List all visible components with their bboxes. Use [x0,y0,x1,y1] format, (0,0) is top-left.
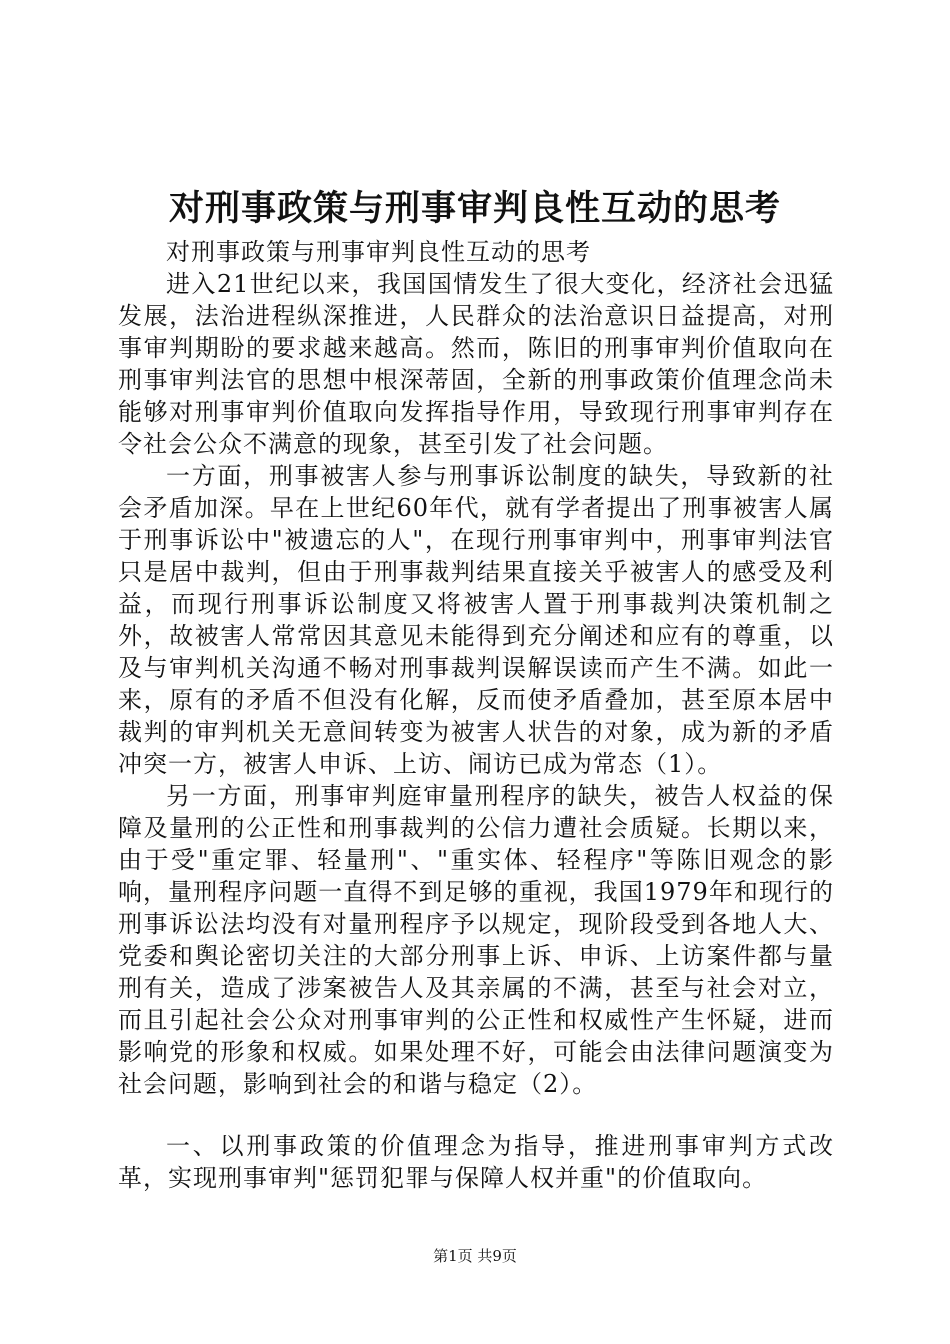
document-body [118,236,834,1194]
paragraph-3: 另一方面，刑事审判庭审量刑程序的缺失，被告人权益的保障及量刑的公正性和刑事裁判的公信力遭社会质疑。长期以来，由于受"重定罪、轻量刑"、"重实体、轻程序"等陈旧观念的影响，量刑程序问题一直得不到足够的重视，我国1979年和现行的刑事诉讼法均没有对量刑程序予以规定，现阶段受到各地人大、党委和舆论密切关注的大部分刑事上诉、申诉、上访案件都与量刑有关，造成了涉案被告人及其亲属的不满，甚至与社会对立，而且引起社会公众对刑事审判的公正性和权威性产生怀疑，进而影响党的形象和权威。如果处理不好，可能会由法律问题演变为社会问题，影响到社会的和谐与稳定（2）。 [118,782,834,1098]
paragraph-1: 进入21世纪以来，我国国情发生了很大变化，经济社会迅猛发展，法治进程纵深推进，人民群众的法治意识日益提高，对刑事审判期盼的要求越来越高。然而，陈旧的刑事审判价值取向在刑事审判法官的思想中根深蒂固，全新的刑事政策价值理念尚未能够对刑事审判价值取向发挥指导作用，导致现行刑事审判存在令社会公众不满意的现象，甚至引发了社会问题。 [118,270,834,458]
document-title: 对刑事政策与刑事审判良性互动的思考 [168,188,781,229]
paragraph-2: 一方面，刑事被害人参与刑事诉讼制度的缺失，导致新的社会矛盾加深。早在上世纪60年代，就有学者提出了刑事被害人属于刑事诉讼中"被遗忘的人"，在现行刑事审判中，刑事审判法官只是居中裁判，但由于刑事裁判结果直接关乎被害人的感受及利益，而现行刑事诉讼制度又将被害人置于刑事裁判决策机制之外，故被害人常常因其意见未能得到充分阐述和应有的尊重，以及与审判机关沟通不畅对刑事裁判误解误读而产生不满。如此一来，原有的矛盾不但没有化解，反而使矛盾叠加，甚至原本居中裁判的审判机关无意间转变为被害人状告的对象，成为新的矛盾冲突一方，被害人申诉、上访、闹访已成为常态（1）。 [118,462,834,778]
subtitle-paragraph: 对刑事政策与刑事审判良性互动的思考 [166,238,591,266]
page-number: 第1页 共9页 [433,1247,517,1265]
paragraph-spacer [118,1100,834,1130]
section-heading-paragraph: 一、以刑事政策的价值理念为指导，推进刑事审判方式改革，实现刑事审判"惩罚犯罪与保障人权并重"的价值取向。 [118,1132,834,1192]
